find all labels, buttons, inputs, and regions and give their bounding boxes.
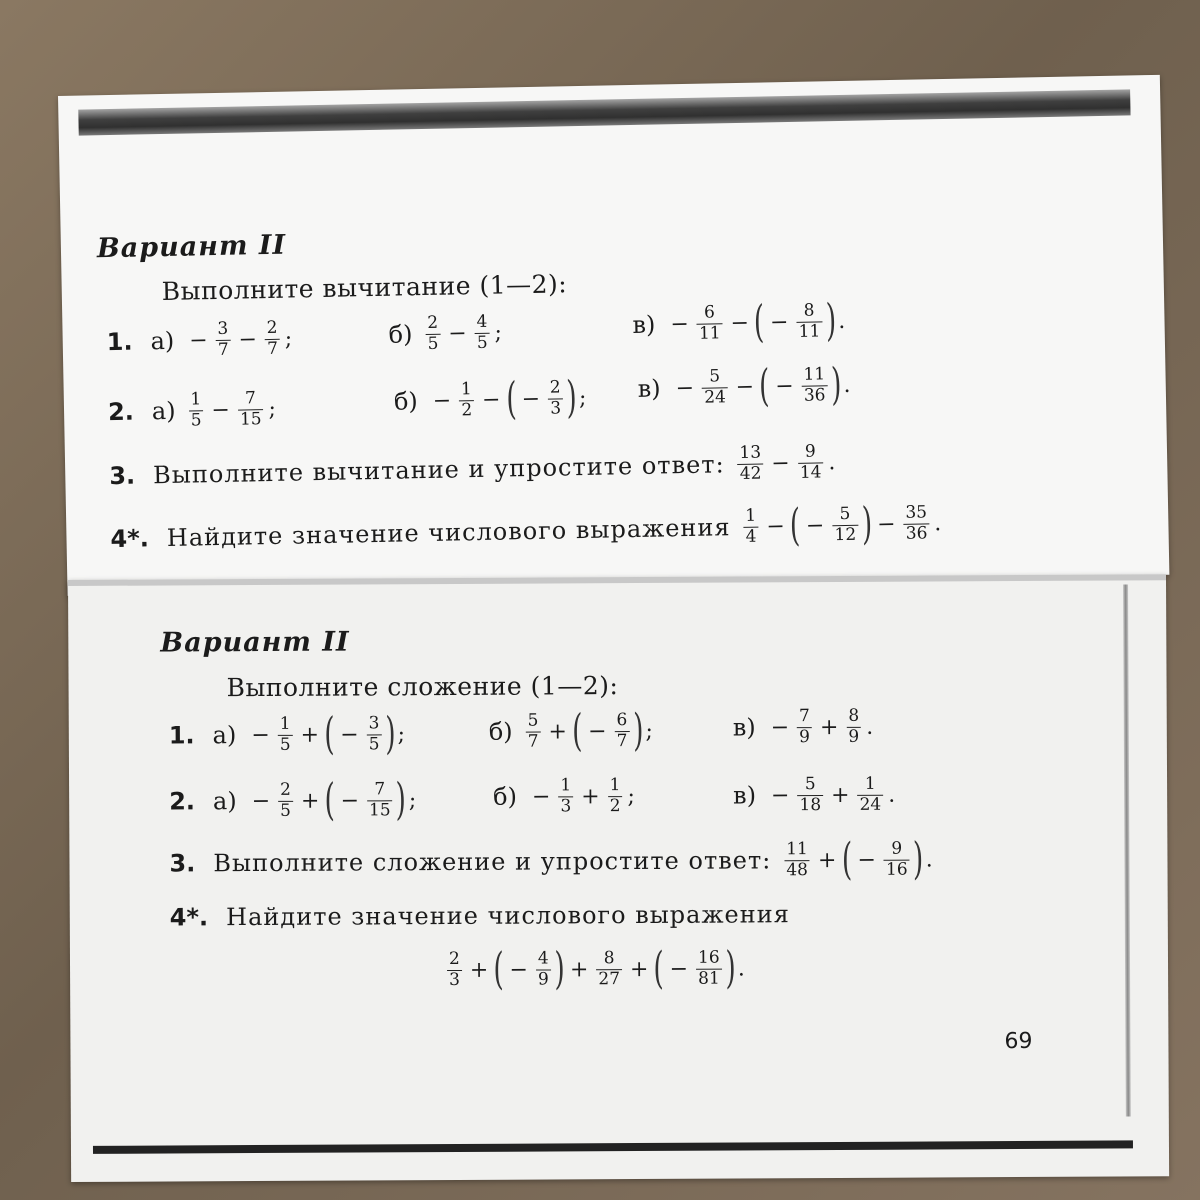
denominator: 2 <box>461 399 473 420</box>
numerator: 35 <box>905 502 928 523</box>
problem-number: 2. <box>169 787 196 816</box>
instruction: Выполните сложение (1—2): <box>226 671 619 703</box>
operator: − <box>481 387 501 413</box>
operator: − <box>211 397 231 423</box>
problem-2b <box>493 777 635 816</box>
problem-4 <box>110 498 942 561</box>
denominator: 9 <box>799 726 811 748</box>
numerator: 9 <box>891 838 903 859</box>
sign: − <box>340 721 359 748</box>
denominator: 5 <box>279 734 291 755</box>
numerator: 7 <box>244 388 257 409</box>
denominator: 81 <box>698 968 720 989</box>
numerator: 2 <box>427 312 439 333</box>
punctuation: ; <box>494 320 503 346</box>
numerator: 3 <box>217 318 229 339</box>
denominator: 48 <box>786 859 809 880</box>
problem-number: 2. <box>107 397 135 427</box>
problem-1b <box>488 704 653 757</box>
denominator: 42 <box>739 463 762 484</box>
fraction <box>884 840 910 879</box>
problem-3 <box>169 833 933 885</box>
fraction <box>796 302 822 341</box>
fraction <box>474 311 490 353</box>
denominator: 15 <box>239 408 262 430</box>
denominator: 12 <box>834 524 857 545</box>
left-paren: ( <box>572 705 583 757</box>
punctuation: ; <box>578 385 587 411</box>
numerator: 2 <box>549 377 561 398</box>
numerator: 16 <box>697 947 720 968</box>
punctuation: . <box>737 955 745 981</box>
right-paren: ) <box>830 359 842 411</box>
denominator: 14 <box>799 462 822 483</box>
denominator: 18 <box>799 794 822 816</box>
numerator: 11 <box>803 363 826 385</box>
numerator: 2 <box>266 317 278 339</box>
problem-4-expression <box>444 942 745 995</box>
fraction <box>188 391 204 430</box>
numerator: 9 <box>804 441 816 462</box>
denominator: 11 <box>698 322 721 344</box>
left-paren: ( <box>759 360 771 412</box>
denominator: 5 <box>476 332 488 353</box>
sign: − <box>521 386 541 412</box>
denominator: 16 <box>885 859 908 880</box>
operator: + <box>300 788 320 814</box>
problem-number: 3. <box>169 849 196 878</box>
numerator: 5 <box>709 366 721 387</box>
fraction <box>278 781 293 820</box>
variant-title: Вариант II <box>160 626 350 659</box>
subitem-label: б) <box>393 387 419 416</box>
numerator: 2 <box>448 948 460 969</box>
fraction <box>447 948 462 990</box>
punctuation: ; <box>397 721 406 747</box>
left-paren: ( <box>753 296 766 348</box>
fraction <box>237 390 263 429</box>
subitem-label: б) <box>488 717 513 746</box>
sign: − <box>857 847 877 873</box>
fraction <box>801 363 827 406</box>
problem-4 <box>170 900 800 931</box>
problem-text: Выполните вычитание и упростите ответ: <box>152 450 725 490</box>
problem-number: 3. <box>109 461 136 491</box>
fraction <box>536 950 551 989</box>
subitem-label: б) <box>493 782 518 812</box>
numerator: 6 <box>703 302 716 323</box>
operator: + <box>300 722 320 748</box>
fraction <box>526 712 541 751</box>
problem-3 <box>109 443 836 496</box>
subitem-label: в) <box>732 713 756 742</box>
numerator: 7 <box>374 778 386 800</box>
punctuation: . <box>925 846 933 873</box>
numerator: 8 <box>848 705 860 726</box>
worksheet-addition <box>68 574 1169 1182</box>
top-black-stripe <box>78 89 1130 135</box>
numerator: 1 <box>190 389 202 410</box>
denominator: 36 <box>905 522 928 544</box>
fraction <box>608 777 623 816</box>
left-paren: ( <box>841 833 853 885</box>
right-paren: ) <box>565 372 578 424</box>
right-paren: ) <box>554 943 565 995</box>
denominator: 5 <box>190 410 202 431</box>
fraction <box>596 947 622 989</box>
punctuation: . <box>888 782 896 808</box>
right-paren: ) <box>384 708 396 760</box>
sign: − <box>509 957 528 983</box>
sign: − <box>340 787 360 814</box>
problem-1b <box>388 311 503 355</box>
sign: − <box>770 783 790 809</box>
numerator: 5 <box>804 774 816 795</box>
operator: − <box>238 327 258 353</box>
numerator: 1 <box>279 713 291 734</box>
numerator: 6 <box>616 709 628 730</box>
denominator: 2 <box>609 795 621 817</box>
denominator: 36 <box>803 384 826 406</box>
fraction <box>696 304 722 343</box>
problem-2c <box>637 359 851 412</box>
fraction <box>743 507 759 546</box>
sign: − <box>188 328 208 354</box>
sign: − <box>770 715 790 741</box>
denominator: 11 <box>798 320 821 342</box>
left-paren: ( <box>324 708 335 760</box>
fraction <box>696 949 722 988</box>
right-paren: ) <box>395 774 407 826</box>
problem-text: Найдите значение числового выражения <box>226 900 790 932</box>
left-paren: ( <box>653 942 665 994</box>
fraction <box>459 378 475 420</box>
problem-1 <box>168 708 406 760</box>
denominator: 3 <box>449 969 460 990</box>
operator: + <box>469 957 489 983</box>
sign: − <box>775 373 794 399</box>
fraction <box>832 505 858 544</box>
bottom-black-rule <box>93 1140 1133 1153</box>
fraction <box>215 318 231 360</box>
denominator: 27 <box>598 968 621 989</box>
sign: − <box>670 311 690 337</box>
fraction <box>797 776 823 815</box>
fraction <box>548 379 564 418</box>
numerator: 8 <box>803 300 815 321</box>
right-paren: ) <box>912 833 924 885</box>
operator: − <box>735 374 755 400</box>
punctuation: . <box>828 449 836 476</box>
subitem-label: в) <box>637 374 661 403</box>
problem-number: 1. <box>106 327 133 357</box>
page-number: 69 <box>1004 1028 1033 1055</box>
operator: + <box>629 956 649 982</box>
left-paren: ( <box>789 499 801 552</box>
sign: − <box>531 784 551 810</box>
fraction <box>857 773 883 815</box>
variant-title: Вариант II <box>96 229 287 265</box>
subitem-label: в) <box>733 781 757 810</box>
denominator: 9 <box>848 726 860 747</box>
numerator: 13 <box>739 442 762 463</box>
right-edge-line <box>1123 584 1131 1116</box>
sign: − <box>432 388 452 414</box>
denominator: 5 <box>368 733 380 754</box>
numerator: 1 <box>745 505 757 526</box>
numerator: 1 <box>609 775 621 796</box>
instruction: Выполните вычитание (1—2): <box>161 269 568 307</box>
denominator: 7 <box>527 731 539 752</box>
problem-1c <box>732 705 874 748</box>
sign: − <box>769 309 789 335</box>
sign: − <box>251 722 270 748</box>
right-paren: ) <box>724 942 736 994</box>
fraction <box>425 312 441 354</box>
fraction <box>737 442 763 484</box>
denominator: 24 <box>704 386 727 408</box>
fraction <box>797 708 812 747</box>
punctuation: ; <box>284 326 293 352</box>
punctuation: . <box>843 372 851 398</box>
denominator: 9 <box>537 968 549 990</box>
fraction <box>558 777 573 816</box>
right-paren: ) <box>860 498 873 550</box>
numerator: 11 <box>786 838 808 859</box>
problem-1 <box>106 317 293 362</box>
denominator: 4 <box>745 526 757 547</box>
left-paren: ( <box>324 774 336 826</box>
problem-2b <box>393 372 587 425</box>
operator: − <box>448 321 467 347</box>
operator: − <box>876 511 896 537</box>
problem-2c <box>733 773 896 816</box>
denominator: 5 <box>280 800 292 821</box>
numerator: 4 <box>537 948 549 969</box>
operator: + <box>569 956 589 982</box>
subitem-label: в) <box>632 310 656 340</box>
numerator: 5 <box>839 503 851 524</box>
fraction <box>784 838 810 880</box>
fraction <box>265 317 281 359</box>
right-paren: ) <box>825 295 837 347</box>
punctuation: ; <box>268 396 277 422</box>
denominator: 15 <box>368 799 391 820</box>
sign: − <box>669 956 689 982</box>
numerator: 3 <box>368 713 380 734</box>
denominator: 3 <box>560 796 572 817</box>
sign: − <box>675 375 695 401</box>
numerator: 1 <box>560 775 572 796</box>
sign: − <box>251 788 271 814</box>
problem-text: Найдите значение числового выражения <box>166 513 731 552</box>
subitem-label: б) <box>388 320 413 350</box>
left-paren: ( <box>493 943 505 995</box>
problem-number: 4*. <box>110 524 150 554</box>
denominator: 7 <box>266 338 279 359</box>
fraction <box>367 778 393 820</box>
numerator: 7 <box>798 706 810 727</box>
denominator: 5 <box>427 333 439 354</box>
punctuation: ; <box>627 783 635 809</box>
operator: + <box>581 784 600 810</box>
subitem-label: а) <box>212 787 237 816</box>
denominator: 7 <box>616 730 628 751</box>
numerator: 2 <box>279 779 291 800</box>
operator: + <box>548 718 567 744</box>
numerator: 8 <box>603 947 615 968</box>
fraction <box>797 443 823 482</box>
punctuation: . <box>933 510 942 536</box>
punctuation: . <box>866 714 874 740</box>
subitem-label: а) <box>151 397 176 426</box>
fraction <box>903 504 929 543</box>
problem-text: Выполните сложение и упростите ответ: <box>213 846 772 878</box>
denominator: 24 <box>859 794 882 815</box>
operator: − <box>771 450 790 477</box>
problem-2 <box>108 390 277 432</box>
punctuation: . <box>838 308 846 334</box>
denominator: 3 <box>550 397 562 419</box>
operator: + <box>817 847 837 873</box>
fraction <box>846 705 861 747</box>
fraction <box>278 715 293 754</box>
numerator: 4 <box>476 311 488 333</box>
punctuation: ; <box>408 787 417 813</box>
fraction <box>367 715 382 754</box>
numerator: 5 <box>527 710 539 731</box>
sign: − <box>805 512 825 539</box>
problem-2 <box>169 774 417 826</box>
fraction <box>614 709 629 751</box>
subitem-label: а) <box>150 327 175 356</box>
operator: − <box>730 310 750 336</box>
problem-number: 1. <box>168 721 195 750</box>
operator: − <box>766 513 785 539</box>
numerator: 1 <box>460 378 472 399</box>
punctuation: ; <box>645 718 653 744</box>
problem-number: 4*. <box>169 903 209 932</box>
sign: − <box>587 718 607 744</box>
worksheet-subtraction <box>58 75 1169 596</box>
numerator: 1 <box>864 773 876 794</box>
right-paren: ) <box>632 704 644 757</box>
left-paren: ( <box>505 373 517 425</box>
fraction <box>702 368 728 407</box>
operator: + <box>819 714 839 740</box>
operator: + <box>831 782 850 808</box>
subitem-label: а) <box>212 721 237 750</box>
denominator: 7 <box>217 339 229 360</box>
problem-1c <box>632 295 846 348</box>
